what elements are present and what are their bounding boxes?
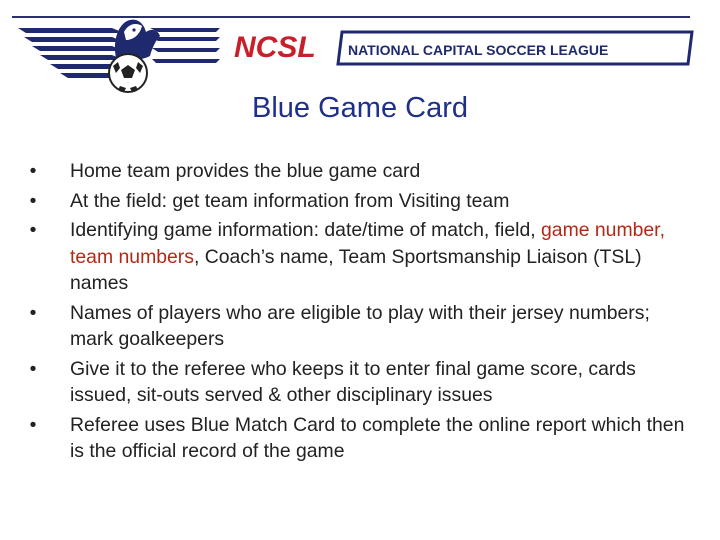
bullet-item xyxy=(26,356,696,409)
bullet-item xyxy=(26,217,696,297)
league-name: NATIONAL CAPITAL SOCCER LEAGUE xyxy=(348,42,609,58)
bullet-text: Home team provides the blue game card xyxy=(70,160,421,182)
bullet-marker: • xyxy=(29,357,37,380)
bullet-text: Names of players who are eligible to play with their jersey numbers; mark goalkeepers xyxy=(70,301,650,350)
bullet-text: At the field: get team information from Visiting team xyxy=(70,189,510,212)
bullet-text: Give it to the referee who keeps it to enter final game score, cards issued, sit-outs served & other disciplinary issues xyxy=(70,357,636,406)
logo-text: NCSL xyxy=(234,31,316,64)
bullet-item xyxy=(26,188,696,215)
bullet-item xyxy=(26,412,696,465)
bullet-item xyxy=(26,158,696,185)
bullet-marker: • xyxy=(29,189,37,212)
bullet-item xyxy=(26,300,696,353)
bullet-text: Identifying game information: date/time of match, field, xyxy=(70,219,541,241)
bullet-text: , Coach’s name, Team Sportsmanship Liaison (TSL) names xyxy=(70,245,642,294)
bullet-marker: • xyxy=(29,413,37,436)
banner-graphic xyxy=(12,18,702,96)
soccer-ball-icon xyxy=(109,54,147,92)
league-banner xyxy=(12,18,702,96)
bullet-list xyxy=(26,158,696,468)
bullet-marker: • xyxy=(29,219,37,241)
speed-stripes-icon xyxy=(18,28,124,78)
bullet-marker: • xyxy=(29,160,37,182)
highlighted-text: game number, team numbers xyxy=(70,219,665,268)
slide-title: Blue Game Card xyxy=(252,92,468,124)
speed-stripes-icon xyxy=(150,28,220,63)
bullet-text: Referee uses Blue Match Card to complete the online report which then is the official record of the game xyxy=(70,413,685,462)
bullet-marker: • xyxy=(29,301,37,324)
